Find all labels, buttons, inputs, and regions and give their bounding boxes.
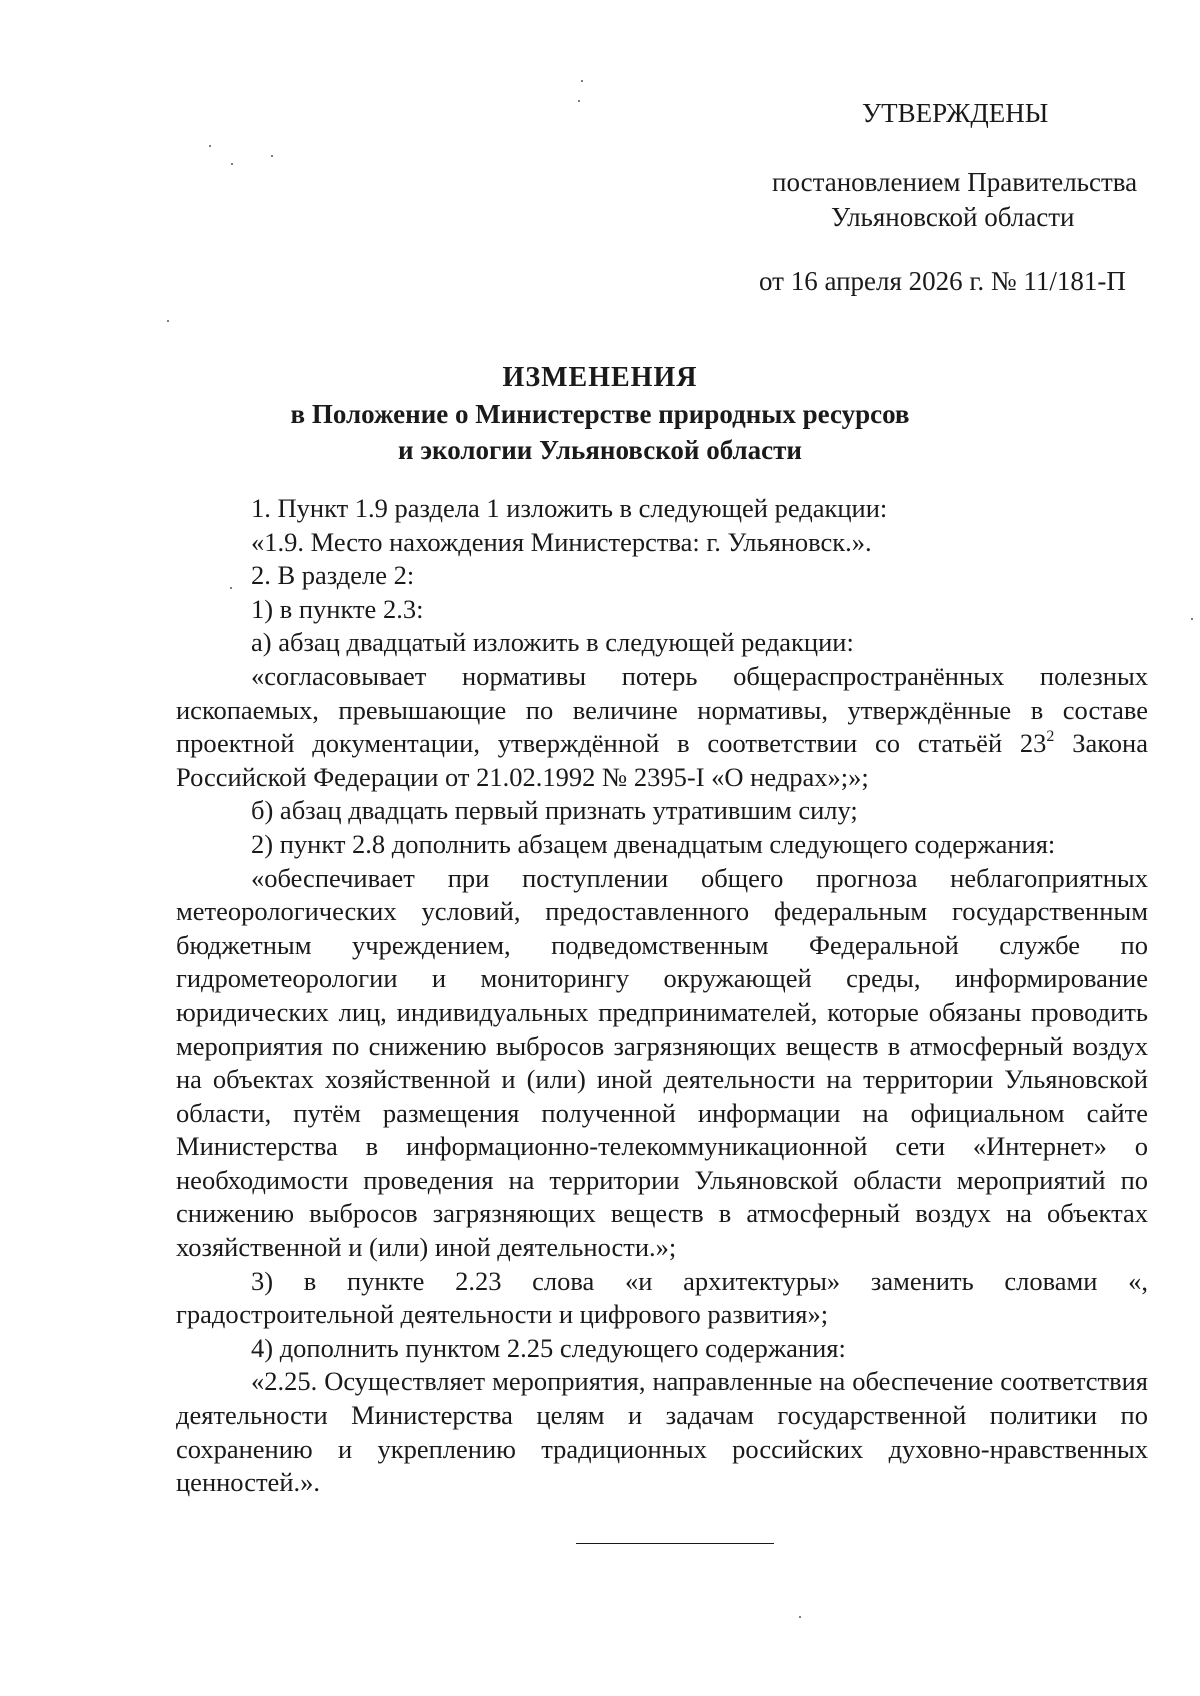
paragraph-5: а) абзац двадцатый изложить в следующей редакции:: [251, 627, 854, 658]
paragraph-9: «обеспечивает при поступлении общего прогноза неблагоприятных метеорологических условий, предоставленного федеральным государственным бюджетным учреждением, подведомственным Федеральной службе по гидрометеорологии и мониторингу окружающей среды, информирование юридических лиц, индивидуальных предпринимателей, которые обязаны проводить мероприятия по снижению выбросов загрязняющих веществ в атмосферный воздух на объектах хозяйственной и (или) иной деятельности на территории Ульяновской области, путём размещения полученной информации на официальном сайте Министерства в информационно-телекоммуникационной сети «Интернет» о необходимости проведения на территории Ульяновской области мероприятий по снижению выбросов загрязняющих веществ в атмосферный воздух на объектах хозяйственной и (или) иной деятельности.»;: [176, 862, 1148, 1263]
scan-speck: [167, 320, 169, 322]
paragraph-11: 4) дополнить пунктом 2.25 следующего содержания:: [251, 1332, 846, 1363]
approval-region-line: Ульяновской области: [831, 202, 1075, 232]
paragraph-6-superscript: 2: [1046, 728, 1055, 746]
scan-speck: [231, 163, 233, 165]
document-subtitle-line1: в Положение о Министерстве природных ресурсов: [290, 399, 910, 429]
paragraph-3: 2. В разделе 2:: [251, 560, 415, 591]
paragraph-12: «2.25. Осуществляет мероприятия, направленные на обеспечение соответствия деятельности Министерства целям и задачам государственной политики по сохранению и укреплению традиционных российских духовно-нравственных ценностей.».: [176, 1366, 1148, 1498]
paragraph-6-text-after: Закона Российской Федерации от 21.02.1992 № 2395-I «О недрах»;»;: [176, 728, 1148, 792]
closing-rule: [576, 1543, 774, 1544]
scan-speck: [271, 155, 273, 157]
paragraph-6-text-before: «согласовывает нормативы потерь общераспространённых полезных ископаемых, превышающие по величине нормативы, утверждённые в составе проектной документации, утверждённой в соответствии со статьёй 23: [176, 660, 1148, 759]
paragraph-4: 1) в пункте 2.3:: [251, 593, 424, 624]
scan-speck: [581, 80, 583, 82]
document-title-block: [160, 360, 1040, 468]
document-subtitle-line2: и экологии Ульяновской области: [398, 435, 802, 465]
paragraph-1: 1. Пункт 1.9 раздела 1 изложить в следующей редакции:: [251, 493, 888, 523]
approval-heading: УТВЕРЖДЕНЫ: [862, 98, 1049, 128]
paragraph-2: «1.9. Место нахождения Министерства: г. Ульяновск.».: [251, 526, 872, 557]
approval-decree-line: постановлением Правительства: [772, 167, 1138, 197]
scan-speck: [1191, 618, 1193, 620]
paragraph-10: 3) в пункте 2.23 слова «и архитектуры» заменить словами «, градостроительной деятельности и цифрового развития»;: [176, 1265, 1148, 1330]
paragraph-8: 2) пункт 2.8 дополнить абзацем двенадцатым следующего содержания:: [251, 828, 1056, 859]
scan-speck: [799, 1616, 801, 1618]
document-body: [176, 492, 1148, 1500]
paragraph-7: б) абзац двадцать первый признать утратившим силу;: [251, 795, 858, 826]
paragraph-6: [176, 660, 1148, 794]
scan-speck: [578, 100, 580, 102]
scan-speck: [209, 145, 211, 147]
document-title: ИЗМЕНЕНИЯ: [502, 362, 698, 393]
approval-date-number: от 16 апреля 2026 г. № 11/181-П: [759, 266, 1126, 296]
